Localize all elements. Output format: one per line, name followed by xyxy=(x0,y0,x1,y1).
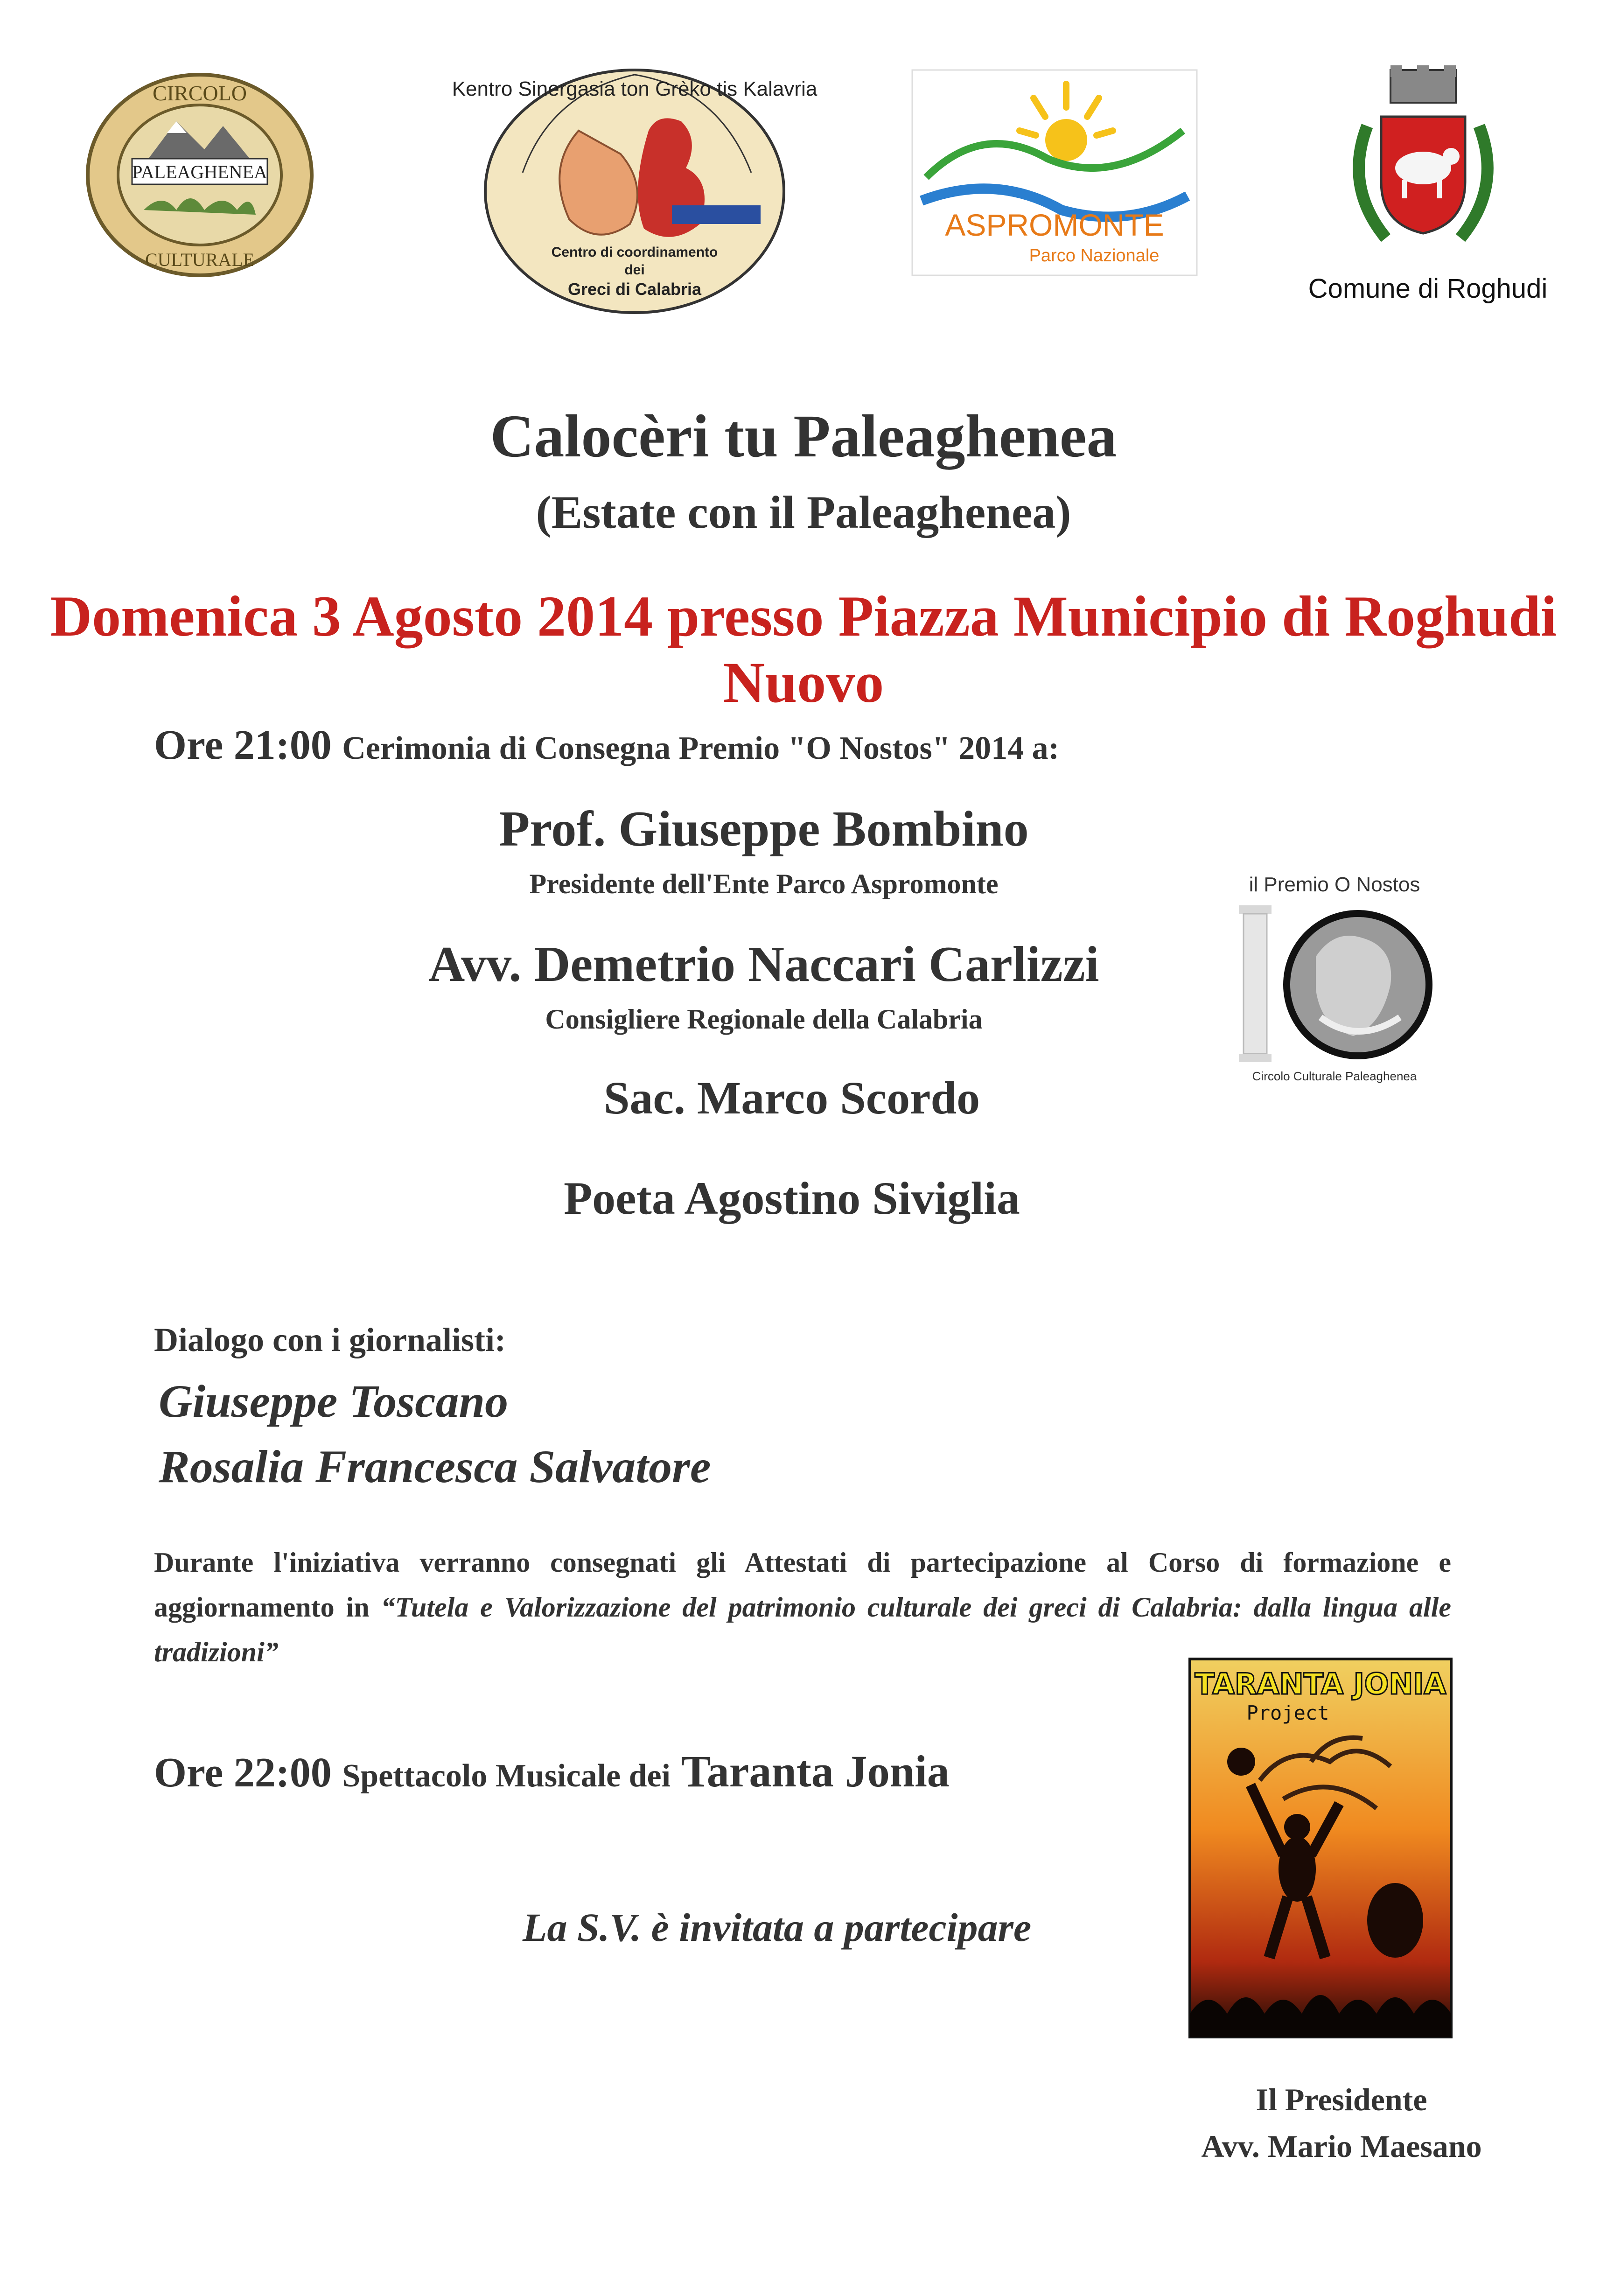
dialogue-label: Dialogo con i giornalisti: xyxy=(154,1321,506,1358)
awardee-role: Consigliere Regionale della Calabria xyxy=(545,1004,983,1035)
kentro-text-1: Centro di coordinamento xyxy=(551,245,718,260)
journalist-name: Giuseppe Toscano xyxy=(159,1375,509,1427)
awardee-name: Sac. Marco Scordo xyxy=(603,1072,980,1124)
signature-name: Avv. Mario Maesano xyxy=(1201,2128,1482,2164)
aspro-name-text: ASPROMONTE xyxy=(945,208,1164,242)
awardee-name: Avv. Demetrio Naccari Carlizzi xyxy=(428,937,1099,992)
page-subtitle: (Estate con il Paleaghenea) xyxy=(536,486,1071,538)
page-title: Calocèri tu Paleaghenea xyxy=(490,403,1117,470)
premio-o-nostos-image xyxy=(1227,868,1442,1087)
ceremony-text: Cerimonia di Consegna Premio "O Nostos" 2014 a: xyxy=(342,730,1059,766)
circolo-top-text: CIRCOLO xyxy=(153,81,247,105)
concert-line xyxy=(154,1745,950,1797)
circolo-bottom-text: CULTURALE xyxy=(145,249,255,270)
journalist-name: Rosalia Francesca Salvatore xyxy=(159,1441,711,1492)
circolo-mid-text: PALEAGHENEA xyxy=(132,161,267,182)
aspromonte-logo xyxy=(912,70,1197,275)
kentro-sinergasia-logo xyxy=(452,51,817,322)
course-notice xyxy=(154,1540,1451,1674)
aspro-sub-text: Parco Nazionale xyxy=(1029,246,1160,266)
taranta-sub: Project xyxy=(1246,1701,1329,1724)
concert-band: Taranta Jonia xyxy=(681,1746,950,1796)
awardee-name: Poeta Agostino Siviglia xyxy=(564,1172,1020,1224)
comune-roghudi-crest xyxy=(1339,65,1507,261)
ceremony-line xyxy=(154,721,1059,769)
concert-text: Spettacolo Musicale dei xyxy=(342,1758,671,1794)
course-title: “Tutela e Valorizzazione del patrimonio culturale dei greci di Calabria: dalla lingua alle tradizioni” xyxy=(154,1592,1452,1667)
kentro-arc-text: Kentro Sinergasia ton Grèko tis Kalavria xyxy=(452,77,817,100)
ceremony-time: Ore 21:00 xyxy=(154,722,332,768)
event-date-line: Domenica 3 Agosto 2014 presso Piazza Municipio di Roghudi Nuovo xyxy=(50,584,1557,714)
signature-role: Il Presidente xyxy=(1256,2082,1427,2117)
course-notice-text: Durante l'iniziativa verranno consegnati gli Attestati di partecipazione al Corso di formazione e aggiornamento in xyxy=(154,1547,1451,1623)
circolo-paleaghenea-logo xyxy=(83,70,316,280)
kentro-text-3: Greci di Calabria xyxy=(567,280,702,299)
taranta-jonia-poster xyxy=(1190,1659,1451,2037)
comune-caption: Comune di Roghudi xyxy=(1308,273,1548,304)
premio-top-text: il Premio O Nostos xyxy=(1249,873,1420,896)
invitation-text: La S.V. è invitata a partecipare xyxy=(523,1905,1032,1950)
taranta-title: TARANTA JONIA xyxy=(1195,1667,1446,1701)
concert-time: Ore 22:00 xyxy=(154,1750,332,1796)
awardee-role: Presidente dell'Ente Parco Aspromonte xyxy=(529,868,999,899)
awardee-name: Prof. Giuseppe Bombino xyxy=(499,801,1029,857)
premio-bottom-text: Circolo Culturale Paleaghenea xyxy=(1252,1069,1417,1083)
kentro-text-2: dei xyxy=(624,262,645,278)
